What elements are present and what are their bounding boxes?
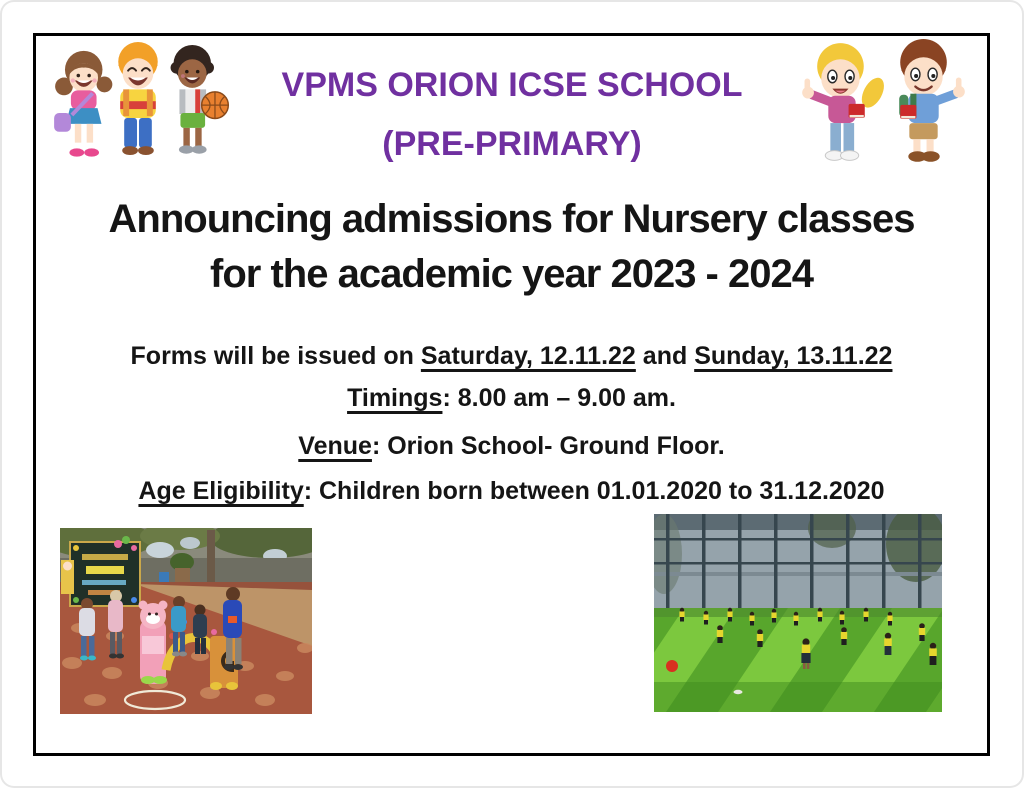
age-eligibility-line <box>36 477 987 506</box>
photo-school-welcome-courtyard <box>60 528 312 714</box>
clipart-two-kids-thumbs-up <box>786 38 980 198</box>
age-label: Age Eligibility <box>138 477 304 505</box>
timings-label: Timings <box>347 384 443 412</box>
cartoon-boy-thumbs-up <box>899 39 965 162</box>
announcement-heading <box>36 192 987 302</box>
flyer-header-titles <box>222 56 802 174</box>
three-kids-illustration <box>40 42 236 192</box>
cartoon-boy-basketball <box>171 45 229 154</box>
venue-label: Venue <box>298 432 372 460</box>
white-marker <box>734 690 743 694</box>
announcement-line2: for the academic year 2023 - 2024 <box>210 252 813 296</box>
pink-character-cutout <box>139 601 168 685</box>
forms-date-2: Sunday, 13.11.22 <box>694 342 893 370</box>
school-name: VPMS ORION ICSE SCHOOL <box>281 66 743 104</box>
cartoon-girl <box>54 51 112 157</box>
courtyard-photo-illustration <box>60 528 312 714</box>
welcome-board <box>70 536 140 606</box>
age-value: : Children born between 01.01.2020 to 31.12.2020 <box>303 477 885 505</box>
venue-value: : Orion School- Ground Floor. <box>371 432 725 460</box>
photo-children-turf-field <box>654 514 942 712</box>
venue-line <box>36 432 987 461</box>
flyer-border-frame <box>33 33 990 756</box>
two-kids-illustration <box>786 38 980 198</box>
turf-photo-illustration <box>654 514 942 712</box>
clipart-three-kids <box>40 42 236 192</box>
timings-value: : 8.00 am – 9.00 am. <box>442 384 676 412</box>
school-section: (PRE-PRIMARY) <box>382 125 642 163</box>
forms-prefix: Forms will be issued on <box>130 342 421 370</box>
timings-line <box>36 384 987 413</box>
forms-issue-line <box>36 342 987 371</box>
announcement-line1: Announcing admissions for Nursery classes <box>108 197 915 241</box>
cartoon-boy-middle <box>118 42 157 155</box>
forms-connector: and <box>635 342 695 370</box>
forms-date-1: Saturday, 12.11.22 <box>420 342 636 370</box>
red-ball <box>666 660 678 672</box>
cartoon-girl-thumbs-up <box>802 43 888 160</box>
orange-letter-cutout <box>210 636 238 690</box>
